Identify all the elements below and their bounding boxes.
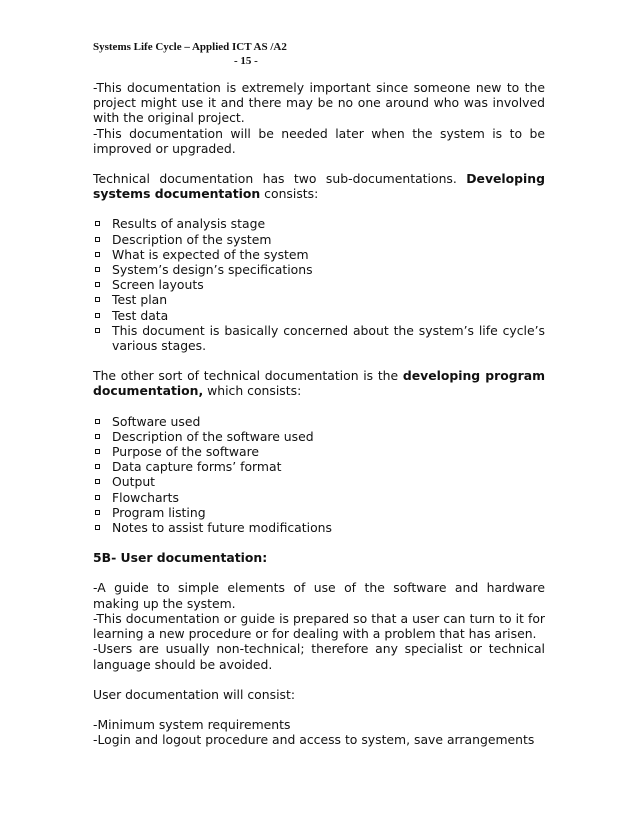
systems-doc-lead: Technical documentation has two sub-documentations. (93, 171, 467, 187)
list-item: Software used (93, 414, 545, 429)
program-doc-intro (93, 368, 545, 398)
program-doc-list (93, 414, 545, 536)
list-item: Data capture forms’ format (93, 459, 545, 474)
list-item: Program listing (93, 505, 545, 520)
page-number: - 15 - (234, 55, 258, 67)
systems-doc-intro (93, 171, 545, 201)
list-item: Flowcharts (93, 490, 545, 505)
list-item: Output (93, 474, 545, 489)
user-doc-consists: User documentation will consist: (93, 686, 295, 702)
systems-doc-term: Developing systems documentation (93, 171, 545, 202)
systems-doc-list (93, 216, 545, 353)
list-item: Description of the software used (93, 429, 545, 444)
systems-doc-tail: consists: (260, 186, 319, 202)
list-item: Results of analysis stage (93, 216, 545, 231)
user-doc-line-1: -Minimum system requirements (93, 716, 291, 732)
user-doc-paragraph-3: -Users are usually non-technical; therefore any specialist or technical language should be avoided. (93, 641, 545, 672)
intro-paragraph-1: -This documentation is extremely important since someone new to the project might use it and there may be no one around who was involved with the original project. (93, 80, 545, 126)
list-item: This document is basically concerned about the system’s life cycle’s various stages. (93, 323, 545, 353)
list-item: What is expected of the system (93, 247, 545, 262)
document-body (93, 80, 545, 747)
list-item: Test plan (93, 292, 545, 307)
list-item: Description of the system (93, 232, 545, 247)
user-doc-line-2: -Login and logout procedure and access to system, save arrangements (93, 732, 535, 748)
list-item: System’s design’s specifications (93, 262, 545, 277)
program-doc-tail: which consists: (203, 383, 302, 399)
intro-paragraph-2: -This documentation will be needed later when the system is to be improved or upgraded. (93, 125, 545, 156)
list-item: Screen layouts (93, 277, 545, 292)
user-doc-paragraph-1: -A guide to simple elements of use of the software and hardware making up the system. (93, 580, 545, 611)
list-item: Purpose of the software (93, 444, 545, 459)
program-doc-lead: The other sort of technical documentation is the (93, 368, 403, 384)
list-item: Notes to assist future modifications (93, 520, 545, 535)
header-title: Systems Life Cycle – Applied ICT AS /A2 (93, 41, 287, 53)
user-doc-paragraph-2: -This documentation or guide is prepared so that a user can turn to it for learning a new procedure or for dealing with a problem that has arisen. (93, 610, 545, 642)
page-header (93, 40, 545, 68)
section-heading: 5B- User documentation: (93, 550, 268, 566)
list-item: Test data (93, 308, 545, 323)
program-doc-term: developing program documentation, (93, 368, 545, 399)
